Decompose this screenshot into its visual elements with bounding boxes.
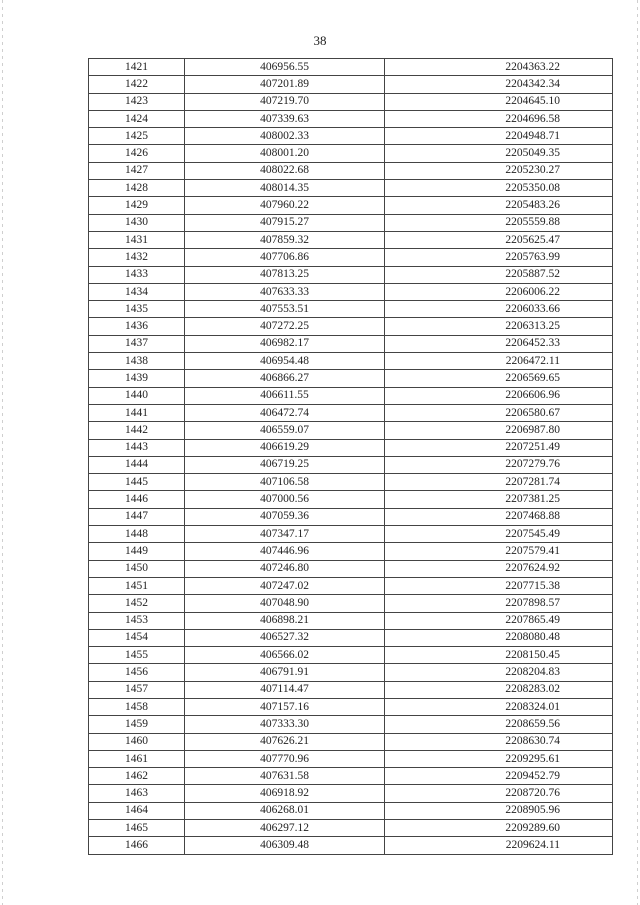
point-id-cell: 1432 <box>89 249 185 266</box>
x-coordinate-cell: 406866.27 <box>185 370 385 387</box>
point-id-cell: 1441 <box>89 404 185 421</box>
x-coordinate-cell: 407219.70 <box>185 93 385 110</box>
scan-edge-left <box>2 0 3 905</box>
point-id-cell: 1462 <box>89 768 185 785</box>
table-row <box>89 162 613 179</box>
x-coordinate-cell: 406898.21 <box>185 612 385 629</box>
x-coordinate-cell: 407446.96 <box>185 543 385 560</box>
x-coordinate-cell: 407633.33 <box>185 283 385 300</box>
table-row <box>89 387 613 404</box>
x-coordinate-cell: 407114.47 <box>185 681 385 698</box>
table-row <box>89 353 613 370</box>
point-id-cell: 1442 <box>89 422 185 439</box>
y-coordinate-cell: 2205625.47 <box>385 231 613 248</box>
table-row <box>89 266 613 283</box>
point-id-cell: 1455 <box>89 647 185 664</box>
table-row <box>89 283 613 300</box>
x-coordinate-cell: 406619.29 <box>185 439 385 456</box>
table-row <box>89 439 613 456</box>
x-coordinate-cell: 407347.17 <box>185 526 385 543</box>
point-id-cell: 1435 <box>89 301 185 318</box>
coordinate-table-body <box>89 59 613 855</box>
y-coordinate-cell: 2205887.52 <box>385 266 613 283</box>
x-coordinate-cell: 406954.48 <box>185 353 385 370</box>
y-coordinate-cell: 2204363.22 <box>385 59 613 76</box>
table-row <box>89 647 613 664</box>
y-coordinate-cell: 2208720.76 <box>385 785 613 802</box>
table-row <box>89 197 613 214</box>
x-coordinate-cell: 408002.33 <box>185 128 385 145</box>
table-row <box>89 249 613 266</box>
page-number: 38 <box>313 33 327 48</box>
table-row <box>89 370 613 387</box>
point-id-cell: 1428 <box>89 180 185 197</box>
table-row <box>89 837 613 854</box>
x-coordinate-cell: 406297.12 <box>185 820 385 837</box>
y-coordinate-cell: 2208283.02 <box>385 681 613 698</box>
x-coordinate-cell: 406527.32 <box>185 629 385 646</box>
point-id-cell: 1464 <box>89 802 185 819</box>
table-row <box>89 214 613 231</box>
point-id-cell: 1423 <box>89 93 185 110</box>
y-coordinate-cell: 2207279.76 <box>385 456 613 473</box>
x-coordinate-cell: 407626.21 <box>185 733 385 750</box>
x-coordinate-cell: 408022.68 <box>185 162 385 179</box>
table-row <box>89 491 613 508</box>
table-row <box>89 76 613 93</box>
y-coordinate-cell: 2207865.49 <box>385 612 613 629</box>
point-id-cell: 1436 <box>89 318 185 335</box>
table-row <box>89 629 613 646</box>
y-coordinate-cell: 2209624.11 <box>385 837 613 854</box>
x-coordinate-cell: 407247.02 <box>185 577 385 594</box>
point-id-cell: 1438 <box>89 353 185 370</box>
y-coordinate-cell: 2205559.88 <box>385 214 613 231</box>
x-coordinate-cell: 406309.48 <box>185 837 385 854</box>
point-id-cell: 1449 <box>89 543 185 560</box>
x-coordinate-cell: 406566.02 <box>185 647 385 664</box>
y-coordinate-cell: 2206569.65 <box>385 370 613 387</box>
table-row <box>89 404 613 421</box>
x-coordinate-cell: 407201.89 <box>185 76 385 93</box>
point-id-cell: 1429 <box>89 197 185 214</box>
y-coordinate-cell: 2207898.57 <box>385 595 613 612</box>
table-row <box>89 664 613 681</box>
x-coordinate-cell: 406472.74 <box>185 404 385 421</box>
x-coordinate-cell: 406956.55 <box>185 59 385 76</box>
y-coordinate-cell: 2209452.79 <box>385 768 613 785</box>
table-row <box>89 110 613 127</box>
x-coordinate-cell: 408001.20 <box>185 145 385 162</box>
x-coordinate-cell: 407339.63 <box>185 110 385 127</box>
point-id-cell: 1422 <box>89 76 185 93</box>
y-coordinate-cell: 2206452.33 <box>385 335 613 352</box>
y-coordinate-cell: 2208630.74 <box>385 733 613 750</box>
y-coordinate-cell: 2206987.80 <box>385 422 613 439</box>
point-id-cell: 1458 <box>89 698 185 715</box>
y-coordinate-cell: 2206472.11 <box>385 353 613 370</box>
table-row <box>89 577 613 594</box>
y-coordinate-cell: 2208324.01 <box>385 698 613 715</box>
y-coordinate-cell: 2205763.99 <box>385 249 613 266</box>
x-coordinate-cell: 406719.25 <box>185 456 385 473</box>
point-id-cell: 1447 <box>89 508 185 525</box>
point-id-cell: 1457 <box>89 681 185 698</box>
point-id-cell: 1450 <box>89 560 185 577</box>
point-id-cell: 1465 <box>89 820 185 837</box>
x-coordinate-cell: 407813.25 <box>185 266 385 283</box>
table-row <box>89 698 613 715</box>
y-coordinate-cell: 2207545.49 <box>385 526 613 543</box>
y-coordinate-cell: 2207579.41 <box>385 543 613 560</box>
x-coordinate-cell: 407246.80 <box>185 560 385 577</box>
x-coordinate-cell: 407333.30 <box>185 716 385 733</box>
point-id-cell: 1440 <box>89 387 185 404</box>
table-row <box>89 145 613 162</box>
x-coordinate-cell: 408014.35 <box>185 180 385 197</box>
x-coordinate-cell: 407706.86 <box>185 249 385 266</box>
table-row <box>89 128 613 145</box>
y-coordinate-cell: 2209289.60 <box>385 820 613 837</box>
table-row <box>89 526 613 543</box>
point-id-cell: 1439 <box>89 370 185 387</box>
point-id-cell: 1425 <box>89 128 185 145</box>
table-row <box>89 422 613 439</box>
x-coordinate-cell: 407631.58 <box>185 768 385 785</box>
point-id-cell: 1445 <box>89 474 185 491</box>
x-coordinate-cell: 406268.01 <box>185 802 385 819</box>
y-coordinate-cell: 2204645.10 <box>385 93 613 110</box>
table-row <box>89 733 613 750</box>
point-id-cell: 1430 <box>89 214 185 231</box>
x-coordinate-cell: 407106.58 <box>185 474 385 491</box>
point-id-cell: 1431 <box>89 231 185 248</box>
point-id-cell: 1454 <box>89 629 185 646</box>
table-row <box>89 681 613 698</box>
point-id-cell: 1437 <box>89 335 185 352</box>
table-row <box>89 750 613 767</box>
y-coordinate-cell: 2209295.61 <box>385 750 613 767</box>
table-row <box>89 318 613 335</box>
point-id-cell: 1446 <box>89 491 185 508</box>
y-coordinate-cell: 2207251.49 <box>385 439 613 456</box>
x-coordinate-cell: 407915.27 <box>185 214 385 231</box>
y-coordinate-cell: 2208659.56 <box>385 716 613 733</box>
point-id-cell: 1421 <box>89 59 185 76</box>
y-coordinate-cell: 2208204.83 <box>385 664 613 681</box>
y-coordinate-cell: 2204696.58 <box>385 110 613 127</box>
y-coordinate-cell: 2206006.22 <box>385 283 613 300</box>
table-row <box>89 716 613 733</box>
x-coordinate-cell: 406982.17 <box>185 335 385 352</box>
y-coordinate-cell: 2205483.26 <box>385 197 613 214</box>
table-row <box>89 231 613 248</box>
y-coordinate-cell: 2206580.67 <box>385 404 613 421</box>
y-coordinate-cell: 2206033.66 <box>385 301 613 318</box>
point-id-cell: 1456 <box>89 664 185 681</box>
y-coordinate-cell: 2205350.08 <box>385 180 613 197</box>
table-row <box>89 802 613 819</box>
x-coordinate-cell: 406559.07 <box>185 422 385 439</box>
point-id-cell: 1453 <box>89 612 185 629</box>
x-coordinate-cell: 406918.92 <box>185 785 385 802</box>
table-row <box>89 301 613 318</box>
point-id-cell: 1443 <box>89 439 185 456</box>
table-row <box>89 180 613 197</box>
table-row <box>89 785 613 802</box>
table-row <box>89 474 613 491</box>
y-coordinate-cell: 2205230.27 <box>385 162 613 179</box>
y-coordinate-cell: 2207624.92 <box>385 560 613 577</box>
table-row <box>89 93 613 110</box>
x-coordinate-cell: 407960.22 <box>185 197 385 214</box>
y-coordinate-cell: 2207281.74 <box>385 474 613 491</box>
table-row <box>89 59 613 76</box>
point-id-cell: 1466 <box>89 837 185 854</box>
x-coordinate-cell: 406791.91 <box>185 664 385 681</box>
point-id-cell: 1463 <box>89 785 185 802</box>
y-coordinate-cell: 2206606.96 <box>385 387 613 404</box>
point-id-cell: 1434 <box>89 283 185 300</box>
x-coordinate-cell: 407859.32 <box>185 231 385 248</box>
x-coordinate-cell: 406611.55 <box>185 387 385 404</box>
point-id-cell: 1433 <box>89 266 185 283</box>
point-id-cell: 1444 <box>89 456 185 473</box>
y-coordinate-cell: 2207381.25 <box>385 491 613 508</box>
y-coordinate-cell: 2206313.25 <box>385 318 613 335</box>
x-coordinate-cell: 407000.56 <box>185 491 385 508</box>
x-coordinate-cell: 407157.16 <box>185 698 385 715</box>
y-coordinate-cell: 2208150.45 <box>385 647 613 664</box>
table-row <box>89 612 613 629</box>
table-row <box>89 456 613 473</box>
table-row <box>89 768 613 785</box>
y-coordinate-cell: 2207468.88 <box>385 508 613 525</box>
y-coordinate-cell: 2208080.48 <box>385 629 613 646</box>
table-row <box>89 595 613 612</box>
table-row <box>89 543 613 560</box>
y-coordinate-cell: 2204342.34 <box>385 76 613 93</box>
table-row <box>89 508 613 525</box>
y-coordinate-cell: 2204948.71 <box>385 128 613 145</box>
point-id-cell: 1460 <box>89 733 185 750</box>
point-id-cell: 1448 <box>89 526 185 543</box>
point-id-cell: 1452 <box>89 595 185 612</box>
point-id-cell: 1424 <box>89 110 185 127</box>
coordinate-table <box>88 58 613 855</box>
point-id-cell: 1427 <box>89 162 185 179</box>
point-id-cell: 1459 <box>89 716 185 733</box>
x-coordinate-cell: 407553.51 <box>185 301 385 318</box>
table-row <box>89 820 613 837</box>
x-coordinate-cell: 407770.96 <box>185 750 385 767</box>
table-row <box>89 560 613 577</box>
point-id-cell: 1451 <box>89 577 185 594</box>
point-id-cell: 1426 <box>89 145 185 162</box>
point-id-cell: 1461 <box>89 750 185 767</box>
x-coordinate-cell: 407059.36 <box>185 508 385 525</box>
y-coordinate-cell: 2207715.38 <box>385 577 613 594</box>
table-row <box>89 335 613 352</box>
y-coordinate-cell: 2205049.35 <box>385 145 613 162</box>
y-coordinate-cell: 2208905.96 <box>385 802 613 819</box>
scan-edge-right <box>637 0 638 905</box>
x-coordinate-cell: 407272.25 <box>185 318 385 335</box>
x-coordinate-cell: 407048.90 <box>185 595 385 612</box>
